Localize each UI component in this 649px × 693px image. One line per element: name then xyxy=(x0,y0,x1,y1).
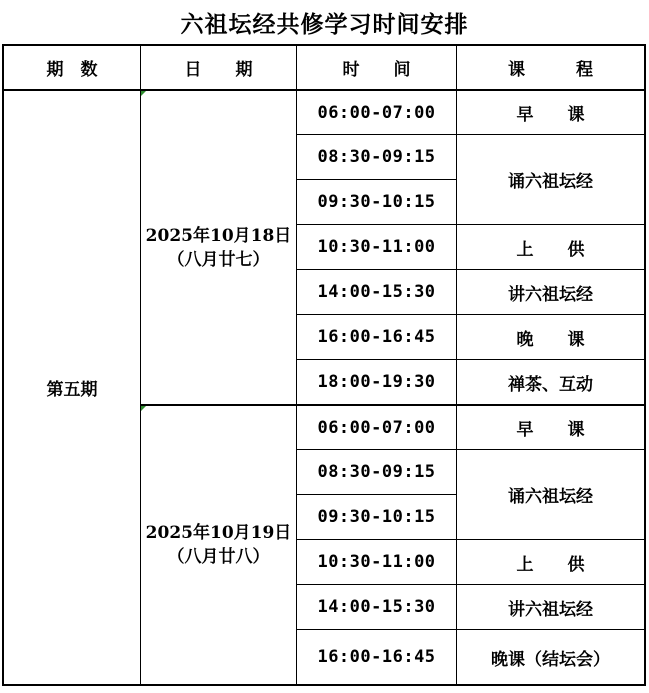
time-slot: 09:30-10:15 xyxy=(317,192,436,212)
time-slot: 06:00-07:00 xyxy=(317,102,436,123)
header-period: 期 数 xyxy=(46,60,98,80)
course-cell: 诵六祖坛经 xyxy=(508,487,593,507)
course-cell: 早 课 xyxy=(516,105,585,125)
date-lunar: （八月廿八） xyxy=(167,547,270,567)
course-cell: 早 课 xyxy=(516,420,585,440)
period-cell: 第五期 xyxy=(46,380,98,400)
time-slot: 14:00-15:30 xyxy=(317,282,436,302)
time-slot: 08:30-09:15 xyxy=(317,462,436,482)
course-cell: 诵六祖坛经 xyxy=(508,172,593,192)
header-time: 时 间 xyxy=(342,60,411,80)
course-cell: 晚课（结坛会） xyxy=(491,649,610,670)
table-border-right xyxy=(644,44,646,686)
time-slot: 16:00-16:45 xyxy=(317,327,436,347)
course-cell: 禅茶、互动 xyxy=(508,374,593,395)
date-solar: 2025年10月19日 xyxy=(145,523,292,543)
course-cell: 讲六祖坛经 xyxy=(508,284,593,305)
date-cell-day1 xyxy=(141,91,296,404)
date-cell-day2 xyxy=(141,406,296,684)
date-solar: 2025年10月18日 xyxy=(145,225,292,246)
time-slot: 10:30-11:00 xyxy=(317,237,436,257)
page-title: 六祖坛经共修学习时间安排 xyxy=(180,11,469,38)
time-slot: 06:00-07:00 xyxy=(317,417,436,438)
course-cell: 上 供 xyxy=(516,239,585,260)
time-slot: 16:00-16:45 xyxy=(317,647,436,667)
time-slot: 09:30-10:15 xyxy=(317,507,436,527)
time-slot: 10:30-11:00 xyxy=(317,552,436,572)
header-course: 课 程 xyxy=(508,60,593,80)
time-slot: 14:00-15:30 xyxy=(317,597,436,617)
course-cell: 上 供 xyxy=(516,554,585,575)
course-cell: 讲六祖坛经 xyxy=(508,599,593,620)
date-lunar: （八月廿七） xyxy=(167,249,270,270)
course-cell: 晚 课 xyxy=(516,329,585,350)
time-slot: 18:00-19:30 xyxy=(317,372,436,392)
header-date: 日 期 xyxy=(184,60,253,80)
time-slot: 08:30-09:15 xyxy=(317,147,436,167)
table-border-bottom xyxy=(2,684,646,686)
